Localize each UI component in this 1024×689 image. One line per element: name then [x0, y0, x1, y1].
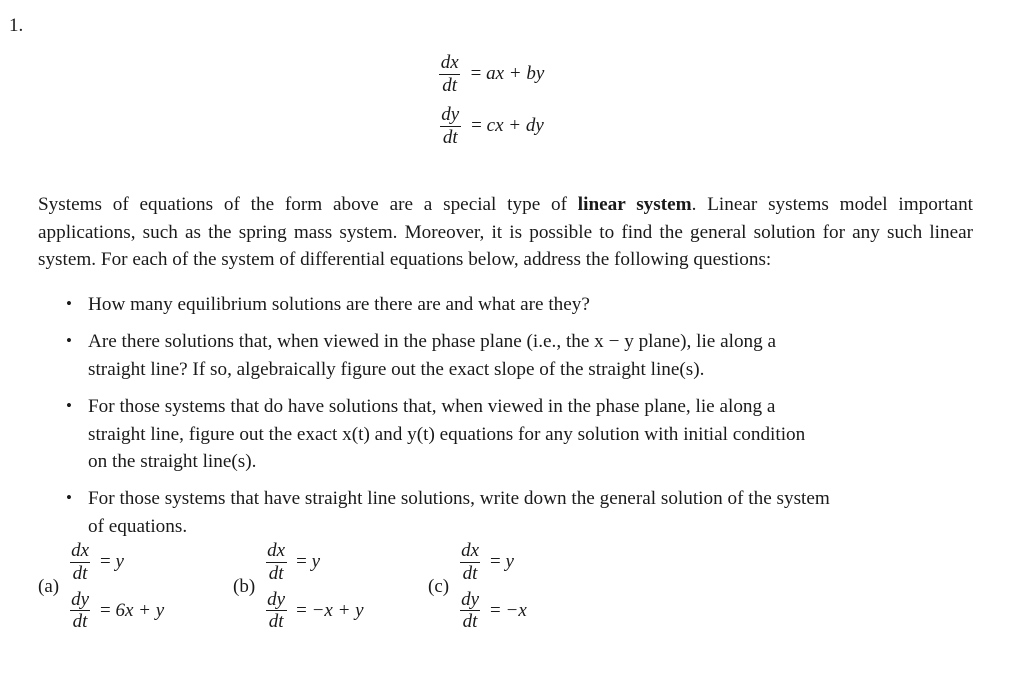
equation-rhs: −x — [505, 599, 527, 621]
question-list — [64, 291, 974, 540]
list-item — [64, 393, 974, 475]
fraction-denominator: dt — [439, 74, 460, 96]
fraction-denominator: dt — [266, 610, 287, 632]
equation-relation-and-rhs — [296, 600, 363, 622]
subproblem-label: (b) — [233, 575, 256, 597]
subproblem-equation-dxdt — [68, 541, 164, 584]
general-linear-system-display — [0, 48, 1024, 152]
fraction-numerator: dy — [71, 588, 90, 610]
subproblem-equation-dxdt — [264, 541, 363, 584]
fraction-dy-dt — [264, 590, 288, 633]
subproblem-label: (a) — [38, 575, 60, 597]
equation-relation-and-rhs — [471, 115, 544, 137]
fraction-dx-dt — [438, 53, 462, 96]
subproblem-equation-dxdt — [458, 541, 527, 584]
subproblem-equation-dydt — [458, 590, 527, 633]
equation-relation-and-rhs — [100, 551, 124, 573]
list-item — [64, 485, 974, 540]
equation-rhs: 6x + y — [115, 599, 165, 621]
equation-relation-and-rhs — [296, 551, 320, 573]
equation-rhs: cx + dy — [486, 115, 544, 136]
equals-sign: = — [490, 551, 501, 573]
subproblem-row — [38, 541, 998, 632]
equals-sign: = — [296, 599, 307, 621]
equation-relation-and-rhs — [471, 63, 545, 85]
fraction-dy-dt — [438, 105, 462, 148]
display-equation-dxdt — [438, 48, 545, 100]
fraction-numerator: dx — [267, 540, 286, 561]
linear-system-emphasis: linear system — [577, 194, 692, 216]
question-text-line: • For those systems that do have solutions that, when viewed in the phase plane, lie along a — [88, 396, 776, 418]
fraction-numerator: dx — [71, 540, 90, 561]
fraction-dx-dt — [458, 541, 482, 584]
display-equation-dydt — [438, 100, 544, 152]
subproblem-b — [233, 541, 428, 632]
equals-sign: = — [100, 599, 111, 621]
question-text-line: • For those systems that have straight line solutions, write down the general solution of the system — [88, 488, 830, 510]
fraction-numerator: dy — [267, 588, 286, 610]
fraction-denominator: dt — [70, 562, 91, 584]
fraction-dx-dt — [68, 541, 92, 584]
question-text-line: straight line, figure out the exact x(t) and y(t) equations for any solution with initial condition — [88, 423, 806, 445]
fraction-denominator: dt — [460, 562, 481, 584]
question-text: How many equilibrium solutions are there are and what are they? — [88, 294, 590, 315]
fraction-denominator: dt — [440, 126, 461, 148]
subproblem-system — [264, 541, 363, 632]
fraction-dy-dt — [68, 590, 92, 633]
fraction-numerator: dx — [440, 51, 459, 73]
question-text-line: • Are there solutions that, when viewed in the phase plane (i.e., the x − y plane), lie along a — [88, 331, 777, 353]
question-text-line: on the straight line(s). — [88, 451, 257, 473]
subproblem-equation-dydt — [68, 590, 164, 633]
equals-sign: = — [471, 115, 482, 136]
list-item — [64, 291, 974, 318]
fraction-denominator: dt — [266, 562, 287, 584]
fraction-numerator: dy — [441, 103, 460, 125]
subproblem-c — [428, 541, 623, 632]
equation-relation-and-rhs — [490, 551, 514, 573]
subproblem-a — [38, 541, 233, 632]
equals-sign: = — [100, 551, 111, 573]
problem-number: 1. — [9, 15, 24, 36]
equation-rhs: y — [505, 551, 514, 573]
subproblem-system — [68, 541, 164, 632]
equals-sign: = — [470, 63, 482, 84]
fraction-denominator: dt — [70, 610, 91, 632]
question-text-line: of equations. — [88, 515, 188, 537]
equation-rhs: ax + by — [486, 63, 545, 84]
subproblem-system — [458, 541, 527, 632]
subproblem-equation-dydt — [264, 590, 363, 633]
intro-paragraph — [38, 191, 973, 273]
fraction-numerator: dy — [461, 588, 480, 610]
fraction-dy-dt — [458, 590, 482, 633]
equation-rhs: y — [311, 551, 320, 573]
subproblem-label: (c) — [428, 575, 450, 597]
fraction-numerator: dx — [461, 540, 480, 561]
list-item — [64, 328, 974, 383]
fraction-denominator: dt — [460, 610, 481, 632]
intro-paragraph-part1: Systems of equations of the form above are a special type of — [38, 194, 578, 216]
equation-rhs: y — [115, 551, 124, 573]
question-text-line: straight line? If so, algebraically figure out the exact slope of the straight line(s). — [88, 358, 705, 380]
fraction-dx-dt — [264, 541, 288, 584]
equation-relation-and-rhs — [490, 600, 527, 622]
equation-rhs: −x + y — [311, 599, 364, 621]
equation-relation-and-rhs — [100, 600, 164, 622]
equals-sign: = — [296, 551, 307, 573]
equals-sign: = — [490, 599, 501, 621]
intro-paragraph-part2: . Linear systems model important applications, such as the spring mass system. Moreover, it is possible to find the general solution for any such linear system. For each of the system of differential equations below, address the following questions: — [38, 194, 973, 270]
